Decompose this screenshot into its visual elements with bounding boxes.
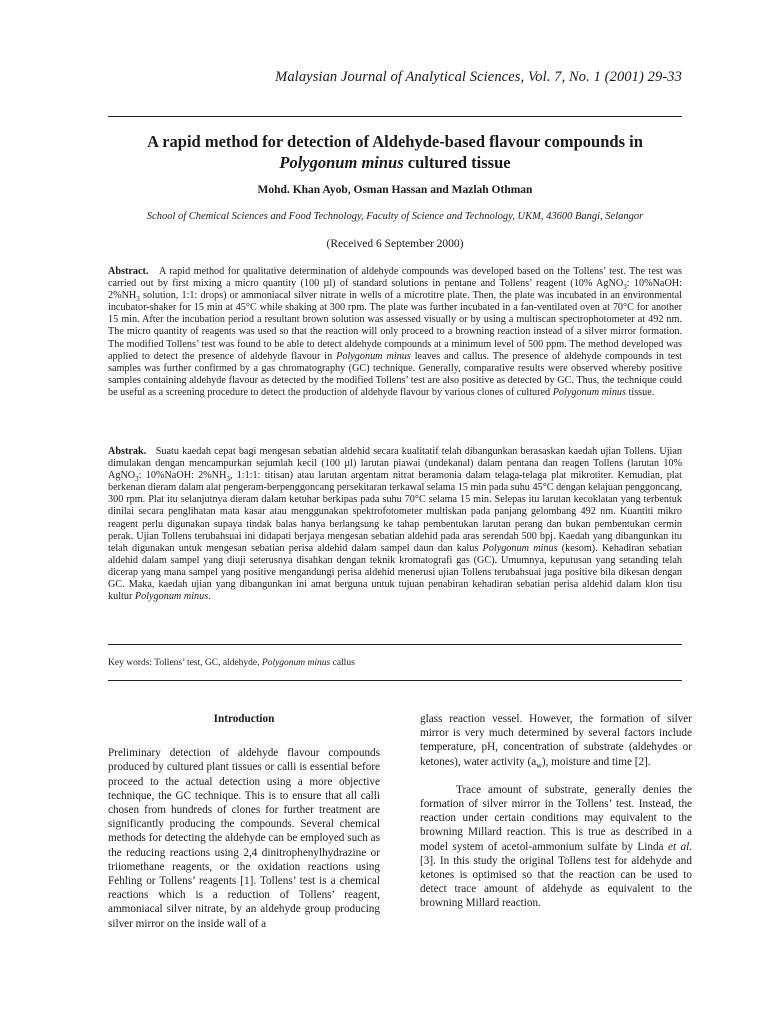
abstrak-text-5: . <box>208 591 211 603</box>
intro-p3-text-b: [3]. In this study the original Tollens test for aldehyde and ketones is optimised so that the reaction can be used to detect trace amount of aldehyde as equivalent to the browning Millard reaction. <box>420 854 692 910</box>
keywords-suffix: callus <box>330 658 355 668</box>
keywords-top-rule <box>108 644 682 645</box>
abstrak-sub-2: 3 <box>226 475 230 484</box>
paper-title <box>108 131 682 173</box>
abstract-text-3: solution, 1:1: drops) or ammoniacal silver nitrate in wells of a microtitre plate. Then, the plate was incubated in an environmental incubator-shaker for 15 min at 45°C while shaking at 300 rpm. The plate was further incubated in a fan-ventilated oven at 70°C for another 15 min. After the incubation period a resultant brown solution was assessed visually or by using a multiscan spectrophotometer at 492 nm. The micro quantity of reagents was used so that the reaction will only proceed to a browning reaction instead of a silver mirror formation. The modified Tollens’ test was found to be able to detect aldehyde compounds at a minimum level of 500 ppm. The method developed was applied to detect the presence of aldehyde flavour in <box>108 290 682 362</box>
abstract-sub-1: 3 <box>623 283 627 292</box>
abstrak-species-1: Polygonum minus <box>482 542 558 554</box>
title-species: Polygonum minus <box>279 153 404 172</box>
introduction-paragraph-1: Preliminary detection of aldehyde flavour compounds produced by cultured plant tissues or calli is essential before proceed to the actual detection using a more objective technique, the GC technique. This is to ensure that all calli chosen from hundreds of clones for further treatment are significantly producing the compounds. Several chemical methods for detecting the aldehyde can be employed such as the reducing reactions using 2,4 dinitrophenylhydrazine or triiomethane reagents, or the oxidation reactions using Fehling or Tollens’ reagents [1]. Tollens’ test is a chemical reactions which is a reduction of Tollens’ reagent, ammoniacal silver nitrate, by an aldehyde group producing silver mirror on the inside wall of a <box>108 747 380 930</box>
intro-p2-sub: w <box>536 760 542 770</box>
abstract-sub-2: 3 <box>136 295 140 304</box>
journal-citation: Malaysian Journal of Analytical Sciences, Vol. 7, No. 1 (2001) 29-33 <box>275 69 682 85</box>
header-rule <box>108 116 682 117</box>
keywords-bottom-rule <box>108 680 682 681</box>
abstrak-text-4: (kesom). Kehadiran sebatian aldehid dalam sampel yang diuji seterusnya disahkan dengan teknik kromatografi gas (GC). Umumnya, keputusan yang setanding telah dicerap yang mana sampel yang positive mengandungi perisa aldehid menerusi ujian Tollens terubahsuai juga positive bila dikesan dengan GC. Maka, kaedah ujian yang dibangunkan ini amat berguna untuk tujuan penabiran kehadiran sebatian perisa aldehid dalam klon tisu kultur <box>108 542 682 603</box>
abstract-text-5: tissue. <box>626 386 655 398</box>
abstrak-species-2: Polygonum minus <box>134 591 209 603</box>
title-main: A rapid method for detection of Aldehyde-based flavour compounds in <box>147 132 643 151</box>
intro-p3-etal: et al. <box>667 840 693 853</box>
authors: Mohd. Khan Ayob, Osman Hassan and Mazlah Othman <box>257 184 533 196</box>
abstract-text-2: : 10%NaOH: 2%NH <box>108 278 682 302</box>
body-column-left <box>108 712 380 931</box>
received-date: (Received 6 September 2000) <box>326 238 464 250</box>
abstract-species-1: Polygonum minus <box>336 350 411 362</box>
keywords-species: Polygonum minus <box>261 658 331 668</box>
abstract-text-1: A rapid method for qualitative determination of aldehyde compounds was developed based on the Tollens’ test. The test was carried out by first mixing a micro quantity (100 µl) of standard solutions in pentane and Tollens’ reagent (10% AgNO <box>108 266 682 290</box>
title-suffix: cultured tissue <box>403 153 511 172</box>
abstract-english <box>108 266 682 399</box>
abstract-text-4: leaves and callus. The presence of aldehyde compounds in test samples was further confirmed by a gas chromatography (GC) technique. Generally, comparative results were observed whereby positive samples containing aldehyde flavour as detected by the modified Tollens’ test are also positive as detected by GC. Thus, the technique could be useful as a screening procedure to detect the production of aldehyde flavour by various clones of cultured <box>108 350 682 398</box>
abstract-label: Abstract. <box>108 266 149 277</box>
abstract-species-2: Polygonum minus <box>552 386 626 398</box>
intro-p2-text-b: ), moisture and time [2]. <box>541 755 651 768</box>
abstrak-text-3: , 1:1:1: titisan) atau larutan argentam nitrat beramonia dalam telaga-telaga plat mikrotiter. Kemudian, plat berkenan dieram dalam alat pengeram-berpenggoncang persekitaran terkawal selama 15 min pada suhu 45°C dengan kelajuan penggoncang, 300 rpm. Plat itu selanjutnya dieram dalam ketuhar berkipas pada suhu 70°C selama 15 min. Selepas itu larutan kecoklatan yang terbentuk dinilai secara penglihatan mata kasar atau menggunakan spektrofotometer multiskan pada panjang gelombang 492 nm. Kuantiti mikro reagent perlu digunakan supaya tindak balas hanya berlangsung ke tahap pembentukan larutan perang dan bukan pembentukan cermin perak. Ujian Tollens terubahsuai ini didapati berjaya mengesan sebatian aldehid pada aras serendah 500 bpj. Kaedah yang dibangunkan itu telah digunakan untuk mengesan sebatian perisa aldehid dalam sampel daun dan kalus <box>108 470 682 554</box>
introduction-paragraph-3 <box>420 783 692 911</box>
affiliation: School of Chemical Sciences and Food Technology, Faculty of Science and Technology, UKM, 43600 Bangi, Selangor <box>146 211 644 222</box>
keywords <box>108 658 682 668</box>
abstrak-sub-1: 3 <box>135 475 139 484</box>
abstrak-text-2: : 10%NaOH: 2%NH <box>138 470 227 482</box>
abstract-malay <box>108 446 682 603</box>
intro-p3-text-a: Trace amount of substrate, generally denies the formation of silver mirror in the Tollens’ test. Instead, the reaction under certain conditions may equivalent to the browning Millard reaction. This is true as described in a model system of acetol-ammonium sulfate by Linda <box>420 783 692 853</box>
abstrak-label: Abstrak. <box>108 446 147 457</box>
keywords-text: Tollens’ test, GC, aldehyde, <box>152 658 262 668</box>
introduction-heading: Introduction <box>213 713 275 725</box>
keywords-label: Key words: <box>108 658 153 668</box>
intro-p2-text-a: glass reaction vessel. However, the formation of silver mirror is very much determined by several factors include temperature, pH, concentration of substrate (aldehydes or ketones), water activity (a <box>420 713 692 768</box>
body-column-right <box>420 712 692 911</box>
introduction-paragraph-2 <box>420 712 692 769</box>
abstrak-text-1: Suatu kaedah cepat bagi mengesan sebatian aldehid secara kualitatif telah dibangunkan berasaskan kaedah ujian Tollens. Ujian dimulakan dengan mencampurkan sejumlah kecil (100 µl) larutan piawai (undekanal) dalam pentana dan reagen Tollens (larutan 10% AgNO <box>108 446 683 482</box>
